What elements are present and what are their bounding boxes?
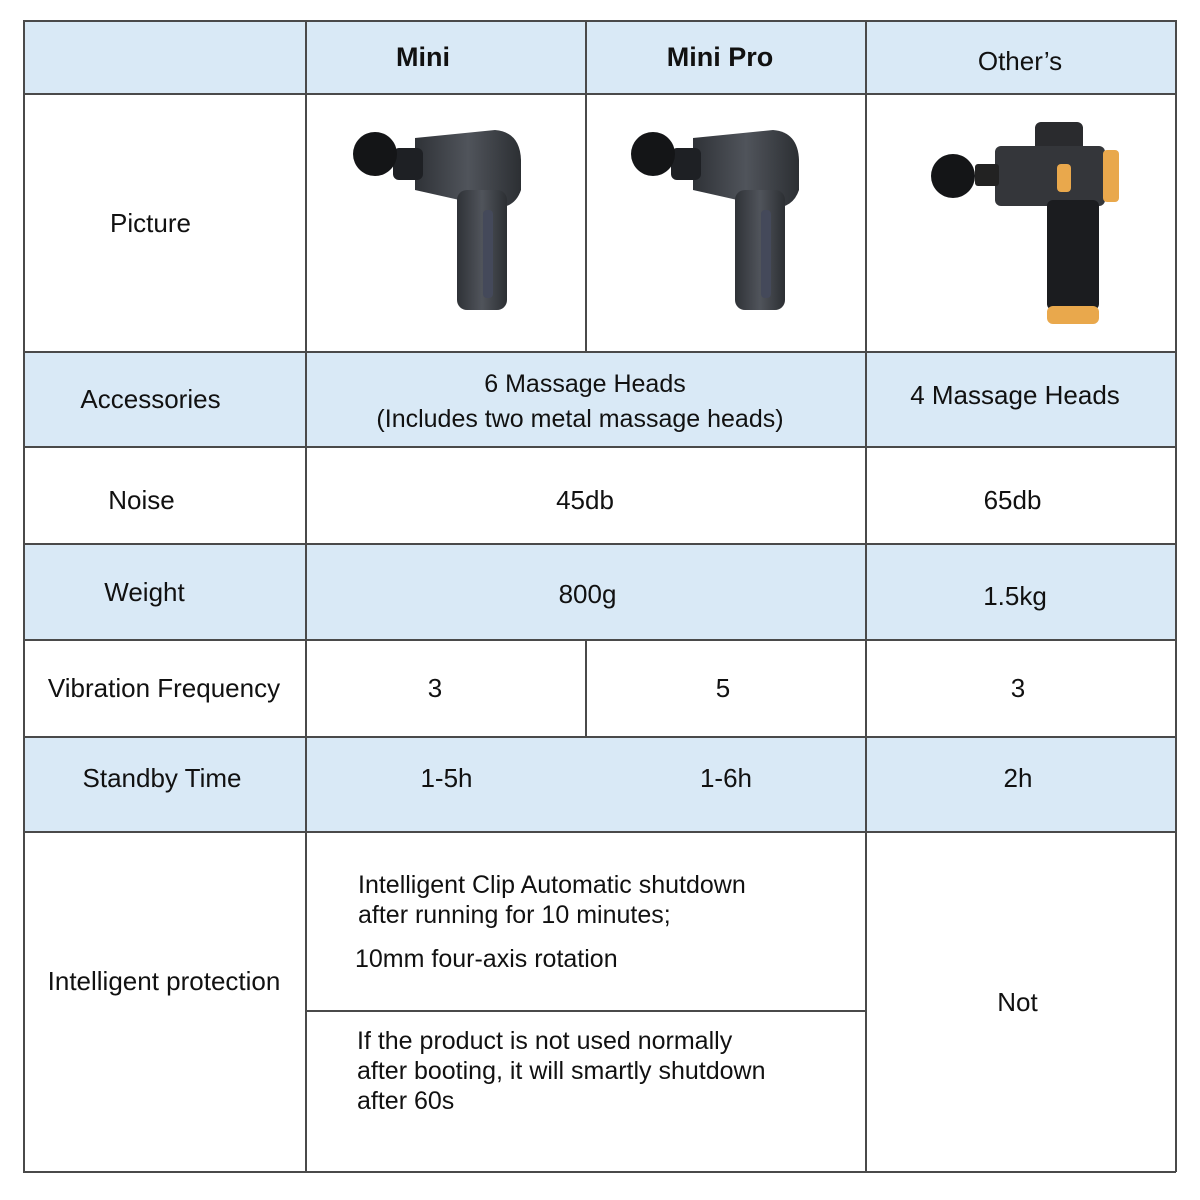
protection-block1 <box>355 870 848 974</box>
protection-block2-line2: after booting, it will smartly shutdown <box>357 1057 766 1085</box>
vibration-mini: 3 <box>427 673 443 703</box>
standby-mini-pro: 1-6h <box>699 762 753 793</box>
noise-mini: 45db <box>556 484 614 515</box>
grid-line <box>23 1171 1176 1173</box>
vibration-mini-pro: 5 <box>715 673 731 703</box>
protection-others: Not <box>997 986 1038 1017</box>
protection-block1-line2: after running for 10 minutes; <box>358 901 671 929</box>
grid-line <box>305 1010 865 1012</box>
grid-line <box>23 20 25 1172</box>
grid-line <box>23 351 1176 353</box>
weight-others: 1.5kg <box>983 580 1047 611</box>
standby-others: 2h <box>1003 762 1033 793</box>
others-gun-picture <box>925 120 1125 330</box>
row-label-protection: Intelligent protection <box>47 965 281 996</box>
grid-line <box>865 20 867 1172</box>
row-label-vibration: Vibration Frequency <box>47 673 281 703</box>
grid-line <box>585 639 587 737</box>
noise-others: 65db <box>983 484 1042 515</box>
weight-mini: 800g <box>558 578 617 609</box>
grid-line <box>1175 20 1177 1172</box>
grid-line <box>585 20 587 352</box>
header-mini-pro: Mini Pro <box>666 42 774 72</box>
header-others: Other’s <box>977 46 1063 76</box>
protection-block1-line3: 10mm four-axis rotation <box>355 945 618 973</box>
accessories-mini-line1: 6 Massage Heads <box>484 369 686 398</box>
mini-gun-picture <box>345 120 535 320</box>
protection-block2 <box>357 1026 847 1116</box>
vibration-others: 3 <box>1010 673 1026 703</box>
row-label-picture: Picture <box>110 207 191 238</box>
accessories-mini-line2: (Includes two metal massage heads) <box>376 404 784 433</box>
grid-line <box>23 639 1176 641</box>
grid-line <box>23 831 1176 833</box>
protection-block2-line3: after 60s <box>357 1087 455 1115</box>
grid-line <box>23 93 1176 95</box>
protection-block2-line1: If the product is not used normally <box>357 1027 733 1055</box>
row-label-standby: Standby Time <box>82 762 242 793</box>
grid-line <box>23 543 1176 545</box>
row-label-accessories: Accessories <box>80 384 221 414</box>
grid-line <box>23 20 1176 22</box>
row-label-noise: Noise <box>108 484 175 515</box>
header-mini: Mini <box>396 42 450 72</box>
accessories-others: 4 Massage Heads <box>910 379 1120 410</box>
mini-pro-gun-picture <box>623 120 813 320</box>
protection-block1-line1: Intelligent Clip Automatic shutdown <box>358 871 746 899</box>
standby-mini: 1-5h <box>420 762 473 793</box>
grid-line <box>23 446 1176 448</box>
grid-line <box>23 736 1176 738</box>
grid-line <box>305 20 307 1172</box>
row-label-weight: Weight <box>104 576 185 607</box>
